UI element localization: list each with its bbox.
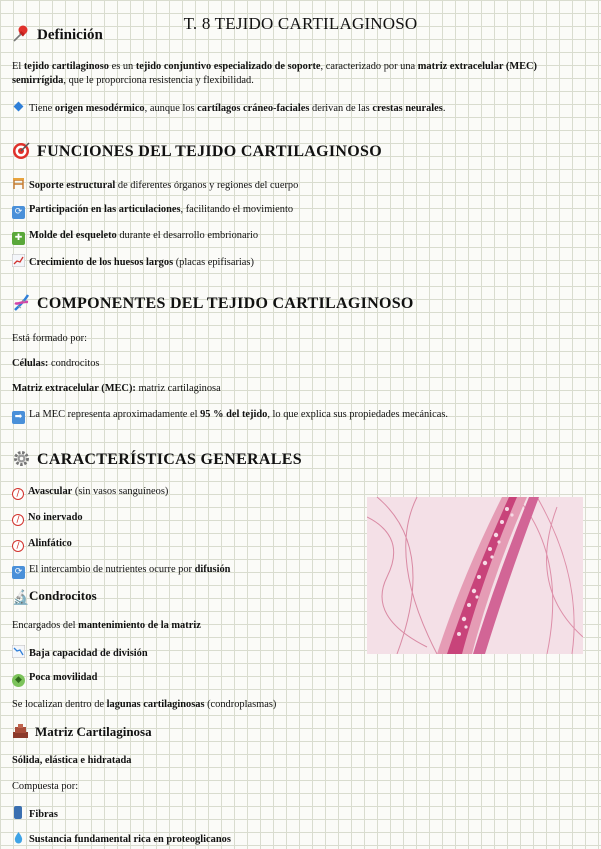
- bold-text: 95 % del tejido: [200, 409, 268, 420]
- definicion-paragraph: [12, 60, 587, 88]
- condrocitos-item: [12, 671, 587, 687]
- heading-funciones: FUNCIONES DEL TEJIDO CARTILAGINOSO: [12, 141, 382, 161]
- prohibited-icon: /: [12, 514, 24, 526]
- text-span: , lo que explica sus propiedades mecánicas.: [267, 409, 448, 420]
- microscope-icon: 🔬: [12, 590, 30, 606]
- matriz-item: [12, 831, 587, 847]
- turtle-icon: ◆: [12, 674, 25, 687]
- text-span: El intercambio de nutrientes ocurre por: [29, 564, 195, 575]
- prohibited-icon: /: [12, 488, 24, 500]
- spool-icon: [14, 806, 22, 819]
- dna-icon: [12, 293, 31, 312]
- condrocitos-lagunas: [12, 698, 587, 712]
- matriz-compuesta: Compuesta por:: [12, 781, 79, 792]
- bold-text: crestas neurales: [372, 103, 443, 114]
- bold-text: tejido cartilaginoso: [23, 61, 109, 72]
- bold-text: lagunas cartilaginosas: [106, 699, 205, 710]
- definicion-origen: [12, 100, 587, 116]
- pushpin-icon: [12, 24, 31, 43]
- componentes-intro: Está formado por:: [12, 333, 88, 344]
- text-span: , facilitando el movimiento: [180, 204, 294, 215]
- bold-text: difusión: [194, 564, 231, 575]
- bold-text: Soporte estructural: [29, 180, 116, 191]
- text-span: El: [12, 61, 24, 72]
- text-span: , caracterizado por una: [320, 61, 418, 72]
- bold-text: cartílagos cráneo-faciales: [197, 103, 310, 114]
- funciones-item: [12, 203, 587, 219]
- bold-text: tejido conjuntivo especializado de soporte: [135, 61, 321, 72]
- histology-image: [367, 497, 583, 654]
- heading-caracteristicas: CARACTERÍSTICAS GENERALES: [12, 449, 302, 469]
- bold-text: Avascular: [28, 486, 73, 497]
- chart-up-icon: [12, 254, 25, 267]
- scaffold-icon: [12, 177, 25, 190]
- chart-down-icon: [12, 645, 25, 658]
- heading-condrocitos: 🔬Condrocitos: [12, 588, 97, 606]
- heading-componentes: COMPONENTES DEL TEJIDO CARTILAGINOSO: [12, 293, 414, 313]
- text-span: (sin vasos sanguíneos): [72, 486, 169, 497]
- text-span: es un: [108, 61, 136, 72]
- heading-matriz: Matriz Cartilaginosa: [12, 723, 152, 740]
- page-title: T. 8 TEJIDO CARTILAGINOSO: [183, 14, 418, 33]
- text-span: , aunque los: [144, 103, 198, 114]
- bold-text: origen mesodérmico: [54, 103, 145, 114]
- puzzle-icon: ✚: [12, 232, 25, 245]
- refresh-icon: ⟳: [12, 566, 25, 579]
- target-icon: [12, 141, 31, 160]
- matriz-properties: Sólida, elástica e hidratada: [12, 755, 132, 766]
- matriz-item: [12, 806, 587, 822]
- bold-text: matriz extracelular (MEC) semirrígida: [12, 61, 538, 86]
- text-span: .: [442, 103, 446, 114]
- funciones-item: [12, 177, 587, 193]
- refresh-icon: ⟳: [12, 206, 25, 219]
- bold-text: Molde del esqueleto: [29, 230, 117, 241]
- text-span: (condroplasmas): [204, 699, 277, 710]
- bold-text: Baja capacidad de división: [29, 648, 148, 659]
- text-span: durante el desarrollo embrionario: [116, 230, 259, 241]
- bold-text: Crecimiento de los huesos largos: [29, 257, 174, 268]
- right-arrow-icon: ➡: [12, 411, 25, 424]
- bold-text: Participación en las articulaciones: [29, 204, 181, 215]
- diamond-icon: [12, 100, 25, 113]
- bold-text: Sustancia fundamental rica en proteoglicanos: [29, 834, 231, 845]
- bold-text: Fibras: [29, 809, 58, 820]
- text-span: Encargados del: [12, 620, 79, 631]
- componentes-celulas: Células: condrocitos: [12, 358, 100, 369]
- text-span: Se localizan dentro de: [12, 699, 107, 710]
- gear-icon: [12, 449, 31, 468]
- bold-text: Poca movilidad: [29, 672, 98, 683]
- text-span: derivan de las: [309, 103, 373, 114]
- bold-text: Alinfático: [28, 538, 72, 549]
- droplet-icon: [12, 831, 25, 844]
- prohibited-icon: /: [12, 540, 24, 552]
- funciones-item: [12, 229, 587, 245]
- text-span: La MEC representa aproximadamente el: [29, 409, 201, 420]
- componentes-matriz: Matriz extracelular (MEC): matriz cartilaginosa: [12, 383, 221, 394]
- bold-text: No inervado: [28, 512, 83, 523]
- text-span: (placas epifisarias): [173, 257, 254, 268]
- text-span: Tiene: [29, 103, 55, 114]
- text-span: , que le proporciona resistencia y flexibilidad.: [63, 75, 254, 86]
- componentes-note: [12, 408, 587, 424]
- bricks-icon: [12, 723, 29, 740]
- text-span: de diferentes órganos y regiones del cuerpo: [115, 180, 299, 191]
- funciones-item: [12, 254, 587, 270]
- heading-definicion: Definición: [12, 24, 103, 44]
- bold-text: mantenimiento de la matriz: [78, 620, 201, 631]
